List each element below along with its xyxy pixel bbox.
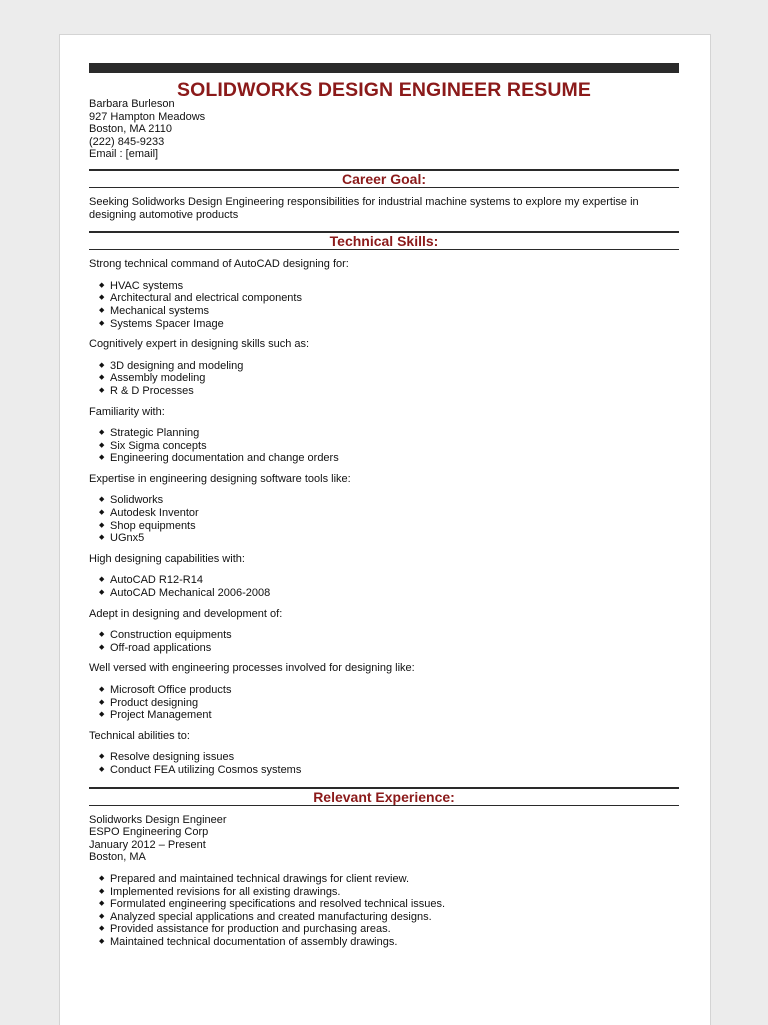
- bullet-icon: ◆: [99, 686, 105, 693]
- list-item: [99, 507, 679, 520]
- resume-title: SOLIDWORKS DESIGN ENGINEER RESUME: [177, 79, 591, 101]
- list-item: [99, 494, 679, 507]
- bullet-icon: ◆: [99, 874, 105, 882]
- skill-group-list: [89, 427, 679, 465]
- list-item-text: Systems Spacer Image: [110, 317, 224, 330]
- list-item: [99, 886, 679, 899]
- list-item: [99, 372, 679, 385]
- list-item: [99, 385, 679, 398]
- skill-group-intro: Strong technical command of AutoCAD designing for:: [89, 258, 349, 271]
- skill-group-list: [89, 360, 679, 398]
- skill-group-intro: Adept in designing and development of:: [89, 607, 283, 620]
- skill-group-list: [89, 280, 679, 330]
- list-item: [99, 360, 679, 373]
- bullet-icon: ◆: [99, 281, 105, 289]
- bullet-icon: ◆: [99, 521, 105, 529]
- list-item-text: Maintained technical documentation of assembly drawings.: [110, 935, 398, 948]
- list-item-text: Mechanical systems: [110, 304, 210, 317]
- list-item: [99, 709, 679, 722]
- job-title: Solidworks Design Engineer: [89, 813, 227, 826]
- list-item-text: Shop equipments: [110, 519, 196, 532]
- resume-content: [89, 79, 679, 949]
- resume-page: [59, 34, 711, 1025]
- list-item: [99, 440, 679, 453]
- list-item-text: Provided assistance for production and purchasing areas.: [110, 923, 391, 936]
- bullet-icon: ◆: [99, 589, 105, 597]
- list-item: [99, 292, 679, 305]
- contact-block: [89, 98, 679, 161]
- list-item-text: Autodesk Inventor: [110, 507, 199, 520]
- list-item: [99, 936, 679, 949]
- bullet-icon: ◆: [99, 306, 105, 314]
- list-item: [99, 427, 679, 440]
- list-item-text: 3D designing and modeling: [110, 359, 244, 372]
- contact-phone: (222) 845-9233: [89, 135, 165, 148]
- career-goal-heading: Career Goal:: [89, 169, 679, 188]
- list-item: [99, 574, 679, 587]
- bullet-icon: ◆: [99, 711, 105, 719]
- list-item-text: Architectural and electrical components: [110, 292, 302, 305]
- list-item-text: UGnx5: [110, 532, 145, 545]
- bullet-icon: ◆: [99, 698, 105, 706]
- list-item-text: Formulated engineering specifications and resolved technical issues.: [110, 898, 446, 911]
- list-item-text: Off-road applications: [110, 641, 212, 654]
- bullet-icon: ◆: [99, 534, 105, 542]
- skill-group-intro: Expertise in engineering designing software tools like:: [89, 472, 351, 485]
- list-item: [99, 520, 679, 533]
- list-item: [99, 751, 679, 764]
- list-item: [99, 452, 679, 465]
- list-item-text: Microsoft Office products: [110, 684, 232, 696]
- contact-name: Barbara Burleson: [89, 98, 175, 110]
- list-item-text: Implemented revisions for all existing drawings.: [110, 885, 341, 898]
- list-item: [99, 642, 679, 655]
- skill-group-intro: Technical abilities to:: [89, 729, 190, 742]
- bullet-icon: ◆: [99, 887, 105, 895]
- bullet-icon: ◆: [99, 429, 105, 437]
- bullet-icon: ◆: [99, 454, 105, 462]
- skill-group-intro: Well versed with engineering processes involved for designing like:: [89, 662, 415, 675]
- bullet-icon: ◆: [99, 386, 105, 394]
- list-item: [99, 318, 679, 331]
- job-dates: January 2012 – Present: [89, 838, 206, 851]
- list-item: [99, 923, 679, 936]
- list-item-text: Analyzed special applications and created manufacturing designs.: [110, 910, 432, 923]
- bullet-icon: ◆: [99, 937, 105, 945]
- skill-group-list: [89, 629, 679, 654]
- list-item-text: Product designing: [110, 696, 199, 709]
- duties-list: [89, 873, 679, 949]
- skill-group-list: [89, 684, 679, 722]
- list-item: [99, 280, 679, 293]
- list-item: [99, 873, 679, 886]
- list-item: [99, 587, 679, 600]
- skill-group-intro: High designing capabilities with:: [89, 552, 245, 565]
- list-item: [99, 911, 679, 924]
- list-item-text: HVAC systems: [110, 279, 184, 292]
- contact-city: Boston, MA 2110: [89, 123, 172, 136]
- list-item-text: Six Sigma concepts: [110, 439, 207, 452]
- list-item: [99, 697, 679, 710]
- bullet-icon: ◆: [99, 509, 105, 517]
- list-item: [99, 898, 679, 911]
- skill-group-list: [89, 494, 679, 544]
- bullet-icon: ◆: [99, 496, 105, 504]
- bullet-icon: ◆: [99, 576, 105, 584]
- relevant-experience-heading: Relevant Experience:: [89, 787, 679, 806]
- skill-group-intro: Cognitively expert in designing skills such as:: [89, 338, 310, 351]
- list-item: [99, 764, 679, 777]
- bullet-icon: ◆: [99, 631, 105, 639]
- career-goal-text: Seeking Solidworks Design Engineering responsibilities for industrial machine systems to explore my expertise in designing automotive products: [89, 195, 639, 221]
- job-block: [89, 814, 679, 864]
- list-item-text: Prepared and maintained technical drawings for client review.: [110, 872, 409, 885]
- contact-street: 927 Hampton Meadows: [89, 110, 206, 123]
- bullet-icon: ◆: [99, 925, 105, 933]
- header-bar: [89, 63, 679, 73]
- bullet-icon: ◆: [99, 319, 105, 327]
- skill-group-list: [89, 574, 679, 599]
- bullet-icon: ◆: [99, 294, 105, 302]
- job-location: Boston, MA: [89, 851, 146, 864]
- list-item: [99, 305, 679, 318]
- skill-group-intro: Familiarity with:: [89, 405, 165, 418]
- list-item-text: AutoCAD R12-R14: [110, 574, 203, 587]
- list-item-text: Solidworks: [110, 494, 164, 507]
- bullet-icon: ◆: [99, 441, 105, 449]
- list-item-text: Resolve designing issues: [110, 751, 235, 764]
- list-item-text: Engineering documentation and change orders: [110, 452, 339, 465]
- bullet-icon: ◆: [99, 765, 105, 773]
- list-item-text: Strategic Planning: [110, 427, 200, 440]
- list-item-text: AutoCAD Mechanical 2006-2008: [110, 587, 271, 600]
- bullet-icon: ◆: [99, 643, 105, 651]
- list-item-text: Assembly modeling: [110, 372, 206, 385]
- bullet-icon: ◆: [99, 900, 105, 908]
- list-item-text: R & D Processes: [110, 384, 194, 397]
- bullet-icon: ◆: [99, 912, 105, 920]
- list-item-text: Conduct FEA utilizing Cosmos systems: [110, 763, 302, 776]
- list-item-text: Construction equipments: [110, 629, 232, 642]
- contact-email: Email : [email]: [89, 148, 159, 161]
- list-item: [99, 629, 679, 642]
- list-item-text: Project Management: [110, 709, 212, 722]
- skill-group-list: [89, 751, 679, 776]
- list-item: [99, 684, 679, 697]
- list-item: [99, 532, 679, 545]
- bullet-icon: ◆: [99, 361, 105, 369]
- job-company: ESPO Engineering Corp: [89, 826, 209, 839]
- skills-groups: [89, 258, 679, 776]
- bullet-icon: ◆: [99, 753, 105, 761]
- technical-skills-heading: Technical Skills:: [89, 231, 679, 250]
- bullet-icon: ◆: [99, 374, 105, 382]
